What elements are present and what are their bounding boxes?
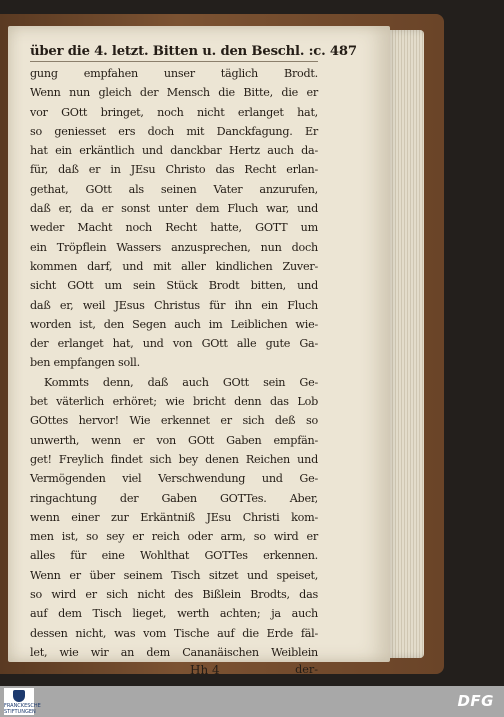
text-line: daß er, weil JEsus Christus für ihn ein Fluch <box>30 298 318 312</box>
text-line: bet väterlich erhöret; wie bricht denn das Lob <box>30 395 318 409</box>
text-line: Kommts denn, daß auch GOtt sein Ge- <box>44 375 318 389</box>
text-line: sicht GOtt um sein Stück Brodt bitten, und <box>30 279 318 293</box>
text-line: get! Freylich findet sich bey denen Reichen und <box>30 452 318 466</box>
text-line: für, daß er in JEsu Christo das Recht erlan- <box>30 163 318 177</box>
text-line: kommen darf, und mit aller kindlichen Zuver- <box>30 259 318 273</box>
text-line: GOttes hervor! Wie erkennet er sich deß so <box>30 414 318 428</box>
crest-icon <box>13 690 25 702</box>
catchword: der- <box>295 663 318 677</box>
text-line: unwerth, wenn er von GOtt Gaben empfän- <box>30 433 318 447</box>
running-head: über die 4. letzt. Bitten u. den Beschl. :c. 487 <box>30 44 318 62</box>
text-line: Wenn er über seinem Tisch sitzet und speiset, <box>30 568 318 582</box>
text-line: hat ein erkäntlich und danckbar Hertz auch da- <box>30 144 318 158</box>
text-line: so geniesset ers doch mit Danckfagung. Er <box>30 124 318 138</box>
text-line: so wird er sich nicht des Bißlein Brodts, das <box>30 588 318 602</box>
text-line: der erlanget hat, und von GOtt alle gute Ga- <box>30 337 318 351</box>
text-line: wenn einer zur Erkäntniß JEsu Christi kom- <box>30 510 318 524</box>
text-line: vor GOtt bringet, noch nicht erlanget hat, <box>30 105 318 119</box>
text-line: ringachtung der Gaben GOTTes. Aber, <box>30 491 318 505</box>
page-footer-line <box>30 663 318 683</box>
text-block <box>30 44 357 683</box>
text-line: alles für eine Wohlthat GOTTes erkennen. <box>30 549 318 563</box>
text-line: daß er, da er sonst unter dem Fluch war, und <box>30 202 318 216</box>
signature-mark: Hh 4 <box>190 663 220 678</box>
institution-logo[interactable] <box>4 688 41 715</box>
text-line: dessen nicht, was vom Tische auf die Erde fäl- <box>30 626 318 640</box>
text-line: ein Tröpflein Wassers anzusprechen, nun doch <box>30 240 318 254</box>
text-line: gung empfahen unser täglich Brodt. <box>30 67 318 80</box>
text-line: gethat, GOtt als seinen Vater anzurufen, <box>30 182 318 196</box>
text-line: Wenn nun gleich der Mensch die Bitte, die er <box>30 86 318 100</box>
text-line: auf dem Tisch lieget, werth achten; ja auch <box>30 607 318 621</box>
text-line: weder Macht noch Recht hatte, GOTT um <box>30 221 318 235</box>
text-line: ben empfangen soll. <box>30 356 140 370</box>
viewer-footer <box>0 686 504 717</box>
text-line: men ist, so sey er reich oder arm, so wird er <box>30 530 318 544</box>
text-line: Vermögenden viel Verschwendung und Ge- <box>30 472 318 486</box>
logo-text: FRANCKESCHE STIFTUNGEN <box>4 703 41 715</box>
text-line: worden ist, den Segen auch im Leiblichen wie- <box>30 317 318 331</box>
book-page <box>8 26 390 678</box>
page-stack-edge <box>384 30 424 658</box>
body-text <box>30 64 318 662</box>
dfg-logo: DFG <box>457 692 494 710</box>
text-line: let, wie wir an dem Cananäischen Weiblein <box>30 645 318 659</box>
